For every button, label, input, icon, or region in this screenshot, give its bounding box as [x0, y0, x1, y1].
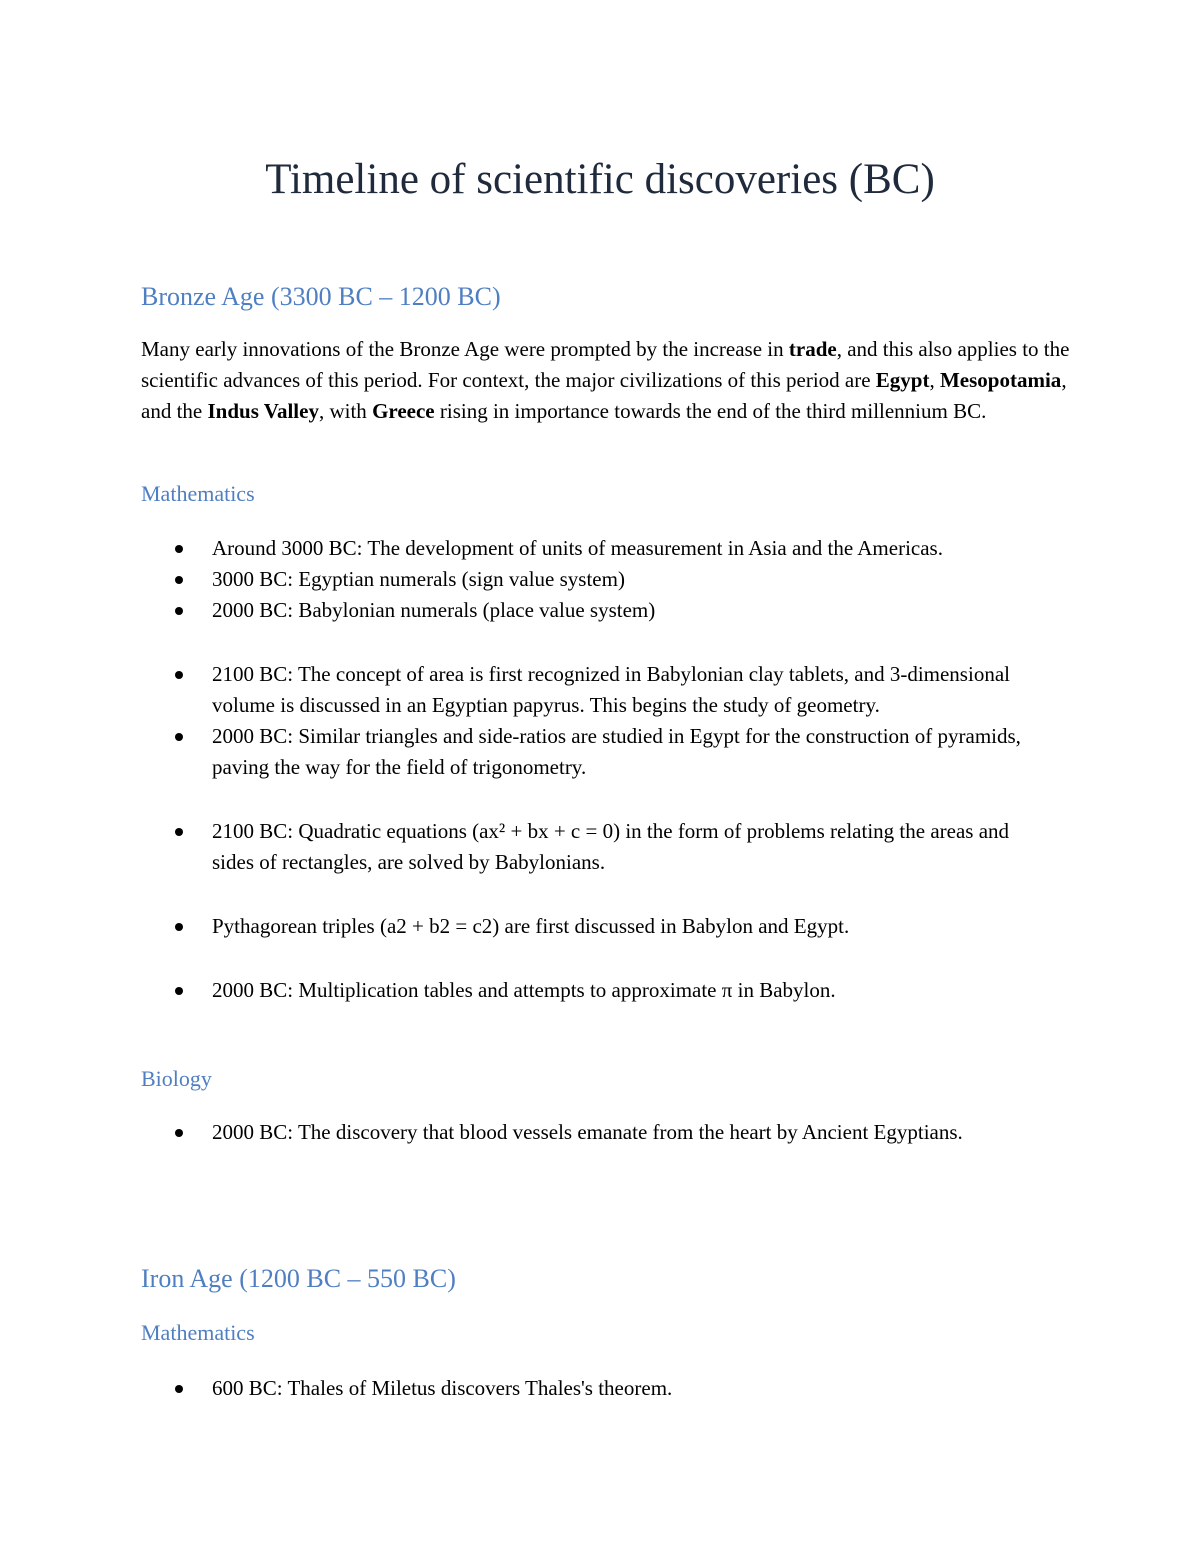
intro-comma: , — [929, 368, 940, 392]
list-item: 2100 BC: Quadratic equations (ax² + bx + c = 0) in the form of problems relating the areas and sides of rectangles, are solved by Babylonians. — [141, 816, 1041, 878]
page-title: Timeline of scientific discoveries (BC) — [265, 156, 935, 203]
intro-text-4: , with — [318, 399, 373, 423]
list-item: 2000 BC: Multiplication tables and attempts to approximate π in Babylon. — [141, 975, 1041, 1006]
intro-mesopotamia: Mesopotamia — [939, 368, 1062, 392]
iron-mathematics-heading: Mathematics — [141, 1320, 255, 1345]
intro-egypt: Egypt — [875, 368, 930, 392]
bronze-age-intro — [141, 334, 1071, 427]
list-item: 600 BC: Thales of Miletus discovers Thales's theorem. — [141, 1373, 1041, 1404]
iron-mathematics-list — [141, 1373, 1041, 1404]
intro-greece: Greece — [372, 399, 435, 423]
intro-indus-valley: Indus Valley — [207, 399, 319, 423]
intro-text-3: , and the — [141, 368, 1067, 423]
bronze-biology-heading: Biology — [141, 1066, 212, 1091]
list-item: 3000 BC: Egyptian numerals (sign value system) — [141, 564, 1041, 595]
list-item: 2000 BC: The discovery that blood vessels emanate from the heart by Ancient Egyptians. — [141, 1117, 1041, 1148]
bronze-mathematics-list — [141, 533, 1041, 1006]
bronze-mathematics-heading: Mathematics — [141, 481, 255, 506]
list-item: Around 3000 BC: The development of units of measurement in Asia and the Americas. — [141, 533, 1041, 564]
intro-trade: trade — [788, 337, 837, 361]
intro-text-5: rising in importance towards the end of the third millennium BC. — [434, 399, 987, 423]
intro-text-1: Many early innovations of the Bronze Age were prompted by the increase in — [141, 337, 789, 361]
intro-text-2: , and this also applies to the scientific advances of this period. For context, the major civilizations of this period are — [141, 337, 1070, 392]
iron-age-heading: Iron Age (1200 BC – 550 BC) — [141, 1264, 456, 1293]
list-item: Pythagorean triples (a2 + b2 = c2) are first discussed in Babylon and Egypt. — [141, 911, 1041, 942]
list-item: 2000 BC: Similar triangles and side-ratios are studied in Egypt for the construction of pyramids, paving the way for the field of trigonometry. — [141, 721, 1041, 783]
bronze-biology-list — [141, 1117, 1041, 1148]
bronze-age-heading: Bronze Age (3300 BC – 1200 BC) — [141, 282, 501, 311]
list-item: 2000 BC: Babylonian numerals (place value system) — [141, 595, 1041, 626]
list-item: 2100 BC: The concept of area is first recognized in Babylonian clay tablets, and 3-dimensional volume is discussed in an Egyptian papyrus. This begins the study of geometry. — [141, 659, 1041, 721]
